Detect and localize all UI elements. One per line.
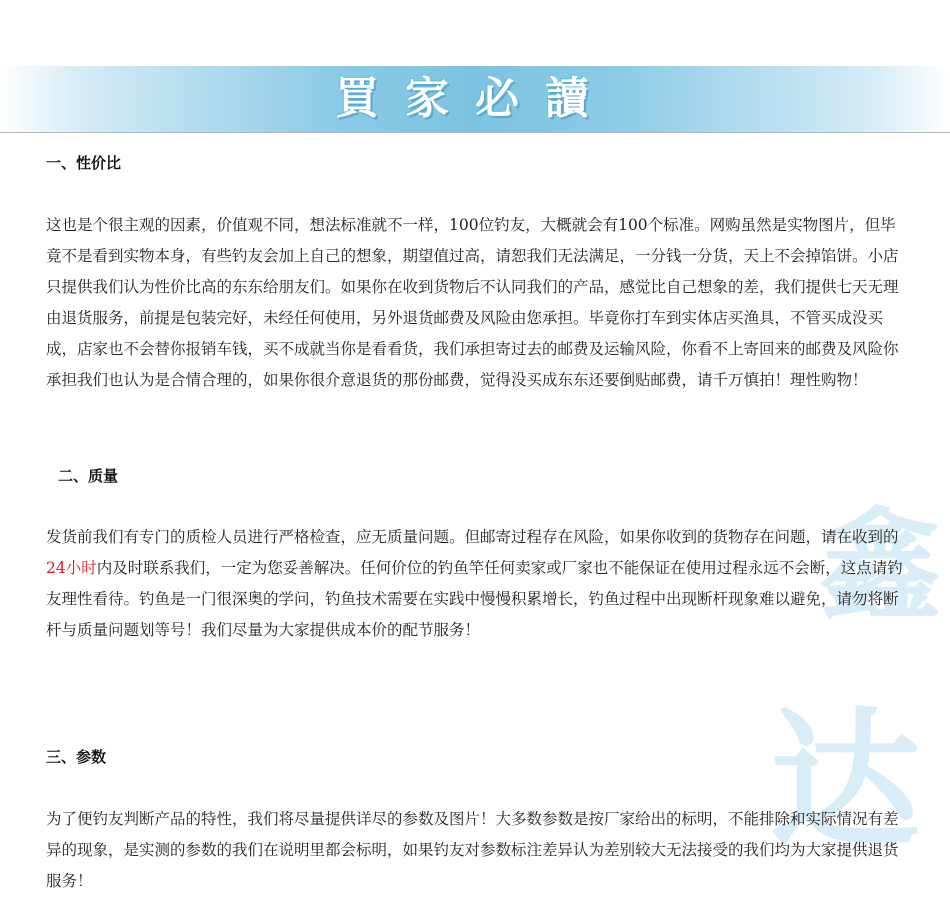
quality-text-after: 内及时联系我们，一定为您妥善解决。任何价位的钓鱼竿任何卖家或厂家也不能保证在使用过程永远不会断，这点请钓友理性看待。钓鱼是一门很深奥的学问，钓鱼技术需要在实践中慢慢积累增长，钓鱼过程中出现断杆现象难以避免，请勿将断杆与质量问题划等号！我们尽量为大家提供成本价的配节服务！ bbox=[46, 559, 903, 639]
quality-text-before: 发货前我们有专门的质检人员进行严格检查，应无质量问题。但邮寄过程存在风险，如果你收到的货物存在问题，请在收到的 bbox=[46, 528, 899, 546]
section-body-params: 为了便钓友判断产品的特性，我们将尽量提供详尽的参数及图片！大多数参数是按厂家给出的标明，不能排除和实际情况有差异的现象，是实测的参数的我们在说明里都会标明，如果钓友对参数标注差异认为差别较大无法接受的我们均为大家提供退货服务！ bbox=[46, 810, 899, 890]
banner-title: 買家必讀 bbox=[335, 73, 615, 124]
section-body-value: 这也是个很主观的因素，价值观不同，想法标准就不一样，100位钓友，大概就会有100个标准。网购虽然是实物图片，但毕竟不是看到实物本身，有些钓友会加上自己的想象，期望值过高，请恕我们无法满足，一分钱一分货，天上不会掉馅饼。小店只提供我们认为性价比高的东东给朋友们。如果你在收到货物后不认同我们的产品，感觉比自己想象的差，我们提供七天无理由退货服务，前提是包装完好，未经任何使用，另外退货邮费及风险由您承担。毕竟你打车到实体店买渔具，不管买成没买成，店家也不会替你报销车钱，买不成就当你是看看货，我们承担寄过去的邮费及运输风险，你看不上寄回来的邮费及风险你承担我们也认为是合情合理的，如果你很介意退货的那份邮费，觉得没买成东东还要倒贴邮费，请千万慎拍！理性购物！ bbox=[46, 216, 899, 389]
section-heading-value: 一、性价比 bbox=[46, 154, 122, 172]
section-heading-params: 三、参数 bbox=[46, 748, 107, 766]
section-heading-quality: 二、质量 bbox=[58, 467, 119, 485]
watermark-char-1: 鑫 bbox=[820, 497, 940, 636]
section-body-quality bbox=[46, 522, 906, 646]
watermark-char-2: 达 bbox=[769, 695, 920, 869]
banner-divider bbox=[0, 132, 950, 133]
quality-highlight-24h: 24小时 bbox=[46, 559, 97, 577]
